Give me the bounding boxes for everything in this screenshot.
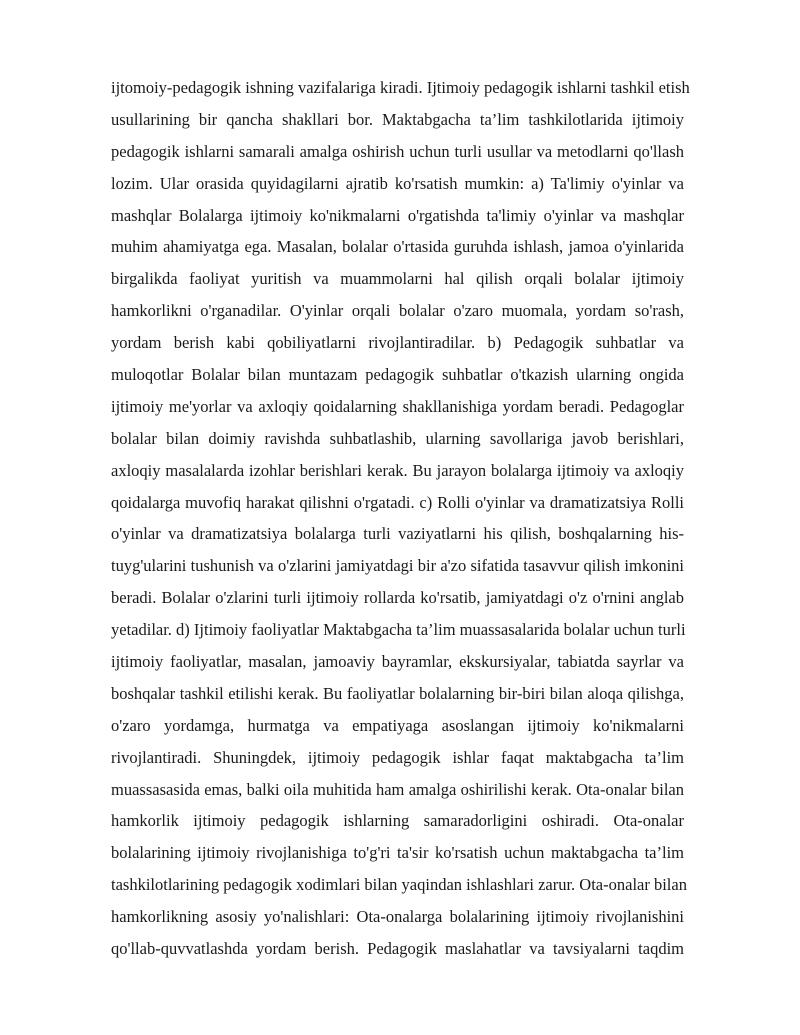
text-line: yordam berish kabi qobiliyatlarni rivojlantiradilar. b) Pedagogik suhbatlar va <box>111 333 684 353</box>
text-line: ijtomoiy-pedagogik ishning vazifalariga kiradi. Ijtimoiy pedagogik ishlarni tashkil etish <box>111 78 690 97</box>
text-line: bolalarining ijtimoiy rivojlanishiga to'g'ri ta'sir ko'rsatish uchun maktabgacha ta’lim <box>111 843 684 863</box>
text-line: ijtimoiy faoliyatlar, masalan, jamoaviy bayramlar, ekskursiyalar, tabiatda sayrlar va <box>111 652 684 672</box>
text-line: axloqiy masalalarda izohlar berishlari kerak. Bu jarayon bolalarga ijtimoiy va axloqiy <box>111 460 684 480</box>
text-line: ijtimoiy me'yorlar va axloqiy qoidalarning shakllanishiga yordam beradi. Pedagoglar <box>111 396 684 416</box>
text-line: muloqotlar Bolalar bilan muntazam pedagogik suhbatlar o'tkazish ularning ongida <box>111 365 684 385</box>
text-line: tuyg'ularini tushunish va o'zlarini jamiyatdagi bir a'zo sifatida tasavvur qilish imkonini <box>111 556 684 576</box>
text-line: o'yinlar va dramatizatsiya bolalarga turli vaziyatlarni his qilish, boshqalarning his- <box>111 524 684 544</box>
text-line: mashqlar Bolalarga ijtimoiy ko'nikmalarni o'rgatishda ta'limiy o'yinlar va mashqlar <box>111 205 684 225</box>
text-line: tashkilotlarining pedagogik xodimlari bilan yaqindan ishlashlari zarur. Ota-onalar bilan <box>111 875 687 895</box>
text-line: qo'llab-quvvatlashda yordam berish. Pedagogik maslahatlar va tavsiyalarni taqdim <box>111 939 684 959</box>
text-line: pedagogik ishlarni samarali amalga oshirish uchun turli usullar va metodlarni qo'llash <box>111 141 684 161</box>
text-line: birgalikda faoliyat yuritish va muammolarni hal qilish orqali bolalar ijtimoiy <box>111 269 684 289</box>
body-paragraph <box>111 72 690 965</box>
text-line: rivojlantiradi. Shuningdek, ijtimoiy pedagogik ishlar faqat maktabgacha ta’lim <box>111 747 684 767</box>
text-line: muhim ahamiyatga ega. Masalan, bolalar o'rtasida guruhda ishlash, jamoa o'yinlarida <box>111 237 684 257</box>
text-line: bolalar bilan doimiy ravishda suhbatlashib, ularning savollariga javob berishlari, <box>111 428 684 448</box>
text-line: boshqalar tashkil etilishi kerak. Bu faoliyatlar bolalarning bir-biri bilan aloqa qilishga, <box>111 683 684 703</box>
text-line: hamkorlik ijtimoiy pedagogik ishlarning samaradorligini oshiradi. Ota-onalar <box>111 811 684 831</box>
text-line: o'zaro yordamga, hurmatga va empatiyaga asoslangan ijtimoiy ko'nikmalarni <box>111 715 684 735</box>
text-line: qoidalarga muvofiq harakat qilishni o'rgatadi. c) Rolli o'yinlar va dramatizatsiya Rolli <box>111 492 684 512</box>
text-line: hamkorlikni o'rganadilar. O'yinlar orqali bolalar o'zaro muomala, yordam so'rash, <box>111 301 684 321</box>
text-line: hamkorlikning asosiy yo'nalishlari: Ota-onalarga bolalarining ijtimoiy rivojlanishini <box>111 907 684 927</box>
text-line: beradi. Bolalar o'zlarini turli ijtimoiy rollarda ko'rsatib, jamiyatdagi o'z o'rnini anglab <box>111 588 684 608</box>
text-line: muassasasida emas, balki oila muhitida ham amalga oshirilishi kerak. Ota-onalar bilan <box>111 779 684 799</box>
text-line: lozim. Ular orasida quyidagilarni ajratib ko'rsatish mumkin: a) Ta'limiy o'yinlar va <box>111 173 684 193</box>
text-line: yetadilar. d) Ijtimoiy faoliyatlar Maktabgacha ta’lim muassasalarida bolalar uchun turli <box>111 620 686 640</box>
text-line: usullarining bir qancha shakllari bor. Maktabgacha ta’lim tashkilotlarida ijtimoiy <box>111 109 684 129</box>
